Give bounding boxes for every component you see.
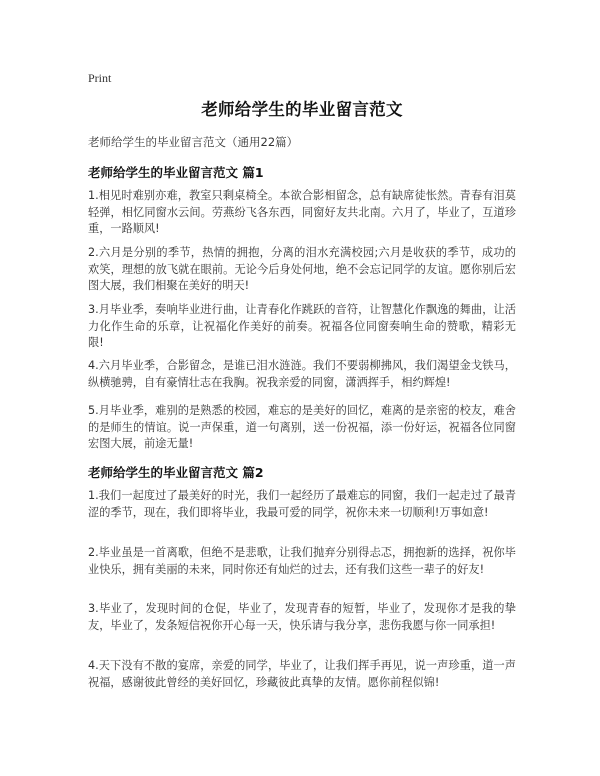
paragraph: 3.月毕业季，奏响毕业进行曲，让青春化作跳跃的音符，让智慧化作飘逸的舞曲，让活力化作生命的乐章，让祝福化作美好的前奏。祝福各位同窗奏响生命的赞歌，精彩无限! [88, 303, 516, 349]
paragraph: 4.天下没有不散的宴席，亲爱的同学，毕业了，让我们挥手再见，说一声珍重，道一声祝福，感谢彼此曾经的美好回忆，珍藏彼此真挚的友情。愿你前程似锦! [88, 659, 516, 689]
print-link[interactable]: Print [88, 71, 112, 85]
paragraph: 5.月毕业季，难别的是熟悉的校园，难忘的是美好的回忆，难离的是亲密的校友，难舍的是师生的情谊。说一声保重，道一句离别，送一份祝福，添一份好运，祝福各位同窗宏图大展，前途无量! [88, 404, 516, 450]
paragraph: 4.六月毕业季，合影留念，是谁已泪水涟涟。我们不要弱柳拂风，我们渴望金戈铁马，纵横驰骋，自有豪情壮志在我胸。祝我亲爱的同窗，潇洒挥手，相约辉煌! [88, 359, 516, 389]
section-heading-1: 老师给学生的毕业留言范文 篇1 [88, 165, 264, 180]
document-subtitle: 老师给学生的毕业留言范文（通用22篇） [88, 135, 299, 149]
paragraph: 1.我们一起度过了最美好的时光，我们一起经历了最难忘的同窗，我们一起走过了最青涩的季节，现在，我们即将毕业，我最可爱的同学，祝你未来一切顺利!万事如意! [88, 489, 516, 519]
paragraph: 2.六月是分别的季节，热情的拥抱，分离的泪水充满校园;六月是收获的季节，成功的欢笑，理想的放飞就在眼前。无论今后身处何地，绝不会忘记同学的友谊。愿你别后宏图大展，我们相聚在美好的明天! [88, 246, 516, 292]
paragraph: 2.毕业虽是一首离歌，但绝不是悲歌，让我们抛弃分别得忐忑，拥抱新的选择，祝你毕业快乐，拥有美丽的未来，同时你还有灿烂的过去，还有我们这些一辈子的好友! [88, 546, 516, 576]
paragraph: 3.毕业了，发现时间的仓促，毕业了，发现青春的短暂，毕业了，发现你才是我的挚友，毕业了，发条短信祝你开心每一天，快乐请与我分享，悲伤我愿与你一同承担! [88, 602, 516, 632]
section-heading-2: 老师给学生的毕业留言范文 篇2 [88, 465, 264, 480]
paragraph: 1.相见时难别亦难，教室只剩桌椅全。本欲合影相留念，总有缺席徒怅然。青春有泪莫轻弹，相忆同窗水云间。劳燕纷飞各东西，同窗好友共北南。六月了，毕业了，互道珍重，一路顺风! [88, 189, 516, 235]
page-title: 老师给学生的毕业留言范文 [201, 100, 403, 119]
